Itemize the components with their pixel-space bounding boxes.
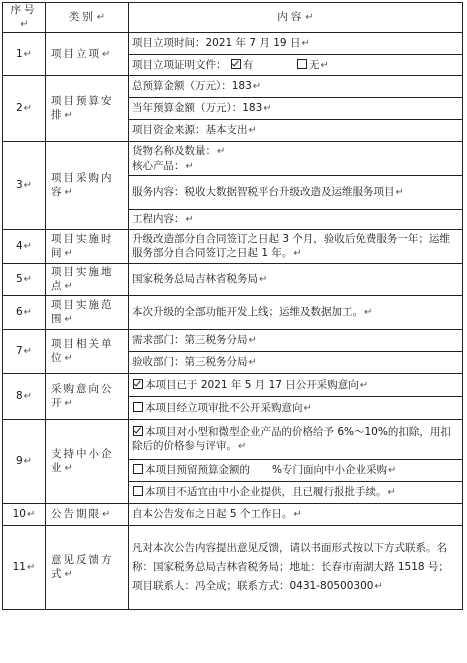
table-row [3, 526, 463, 610]
goods-core-cell: 货物名称及数量：↵ 核心产品：↵ [129, 142, 463, 176]
row-seq: 2↵ [3, 76, 46, 142]
budget-source-cell: 项目资金来源：基本支出↵ [129, 120, 463, 142]
implementation-location-cell: 国家税务总局吉林省税务局↵ [129, 264, 463, 296]
checkbox-empty-icon[interactable] [133, 402, 143, 412]
feedback-method-cell: 凡对本次公告内容提出意见反馈，请以书面形式按以下方式联系。名称：国家税务总局吉林省税务局；地址：长春市南湖大路 1518 号；项目联系人：冯全成；联系方式：0431-80500300↵ [129, 526, 463, 610]
demand-dept-cell: 需求部门：第三税务分局↵ [129, 330, 463, 352]
row-category: 项目实施地点↵ [46, 264, 129, 296]
intention-public-cell: 本项目已于 2021 年 5 月 17 日公开采购意向↵ [129, 374, 463, 397]
row-seq: 8↵ [3, 374, 46, 420]
engineering-content-cell: 工程内容：↵ [129, 210, 463, 230]
checkbox-empty-icon[interactable] [133, 464, 143, 474]
row-seq: 4↵ [3, 230, 46, 264]
sme-reserved-cell: 本项目预留预算金额的 %专门面向中小企业采购↵ [129, 460, 463, 482]
checkbox-checked-icon[interactable] [231, 59, 241, 69]
procurement-intention-table [2, 2, 463, 610]
row-seq: 7↵ [3, 330, 46, 374]
service-content-cell: 服务内容：税收大数据智税平台升级改造及运维服务项目↵ [129, 176, 463, 210]
header-content: 内容↵ [129, 3, 463, 33]
row-category: 公告期限↵ [46, 504, 129, 526]
project-proof-cell: 项目立项证明文件： 有 无↵ [129, 55, 463, 76]
row-category: 项目实施范围↵ [46, 296, 129, 330]
row-seq: 3↵ [3, 142, 46, 230]
row-seq: 10↵ [3, 504, 46, 526]
sme-discount-cell: 本项目对小型和微型企业产品的价格给予 6%～10%的扣除，用扣除后的价格参与评审。↵ [129, 420, 463, 460]
intention-not-public-cell: 本项目经立项审批不公开采购意向↵ [129, 397, 463, 420]
project-date-cell: 项目立项时间：2021 年 7 月 19 日↵ [129, 33, 463, 55]
table-row [3, 33, 463, 55]
checkbox-checked-icon[interactable] [133, 379, 143, 389]
acceptance-dept-cell: 验收部门：第三税务分局↵ [129, 352, 463, 374]
table-row [3, 420, 463, 460]
checkbox-empty-icon[interactable] [133, 486, 143, 496]
budget-total-cell: 总预算金额（万元）：183↵ [129, 76, 463, 98]
table-row [3, 142, 463, 176]
implementation-time-cell: 升级改造部分自合同签订之日起 3 个月，验收后免费服务一年；运维服务部分自合同签订之日起 1 年。↵ [129, 230, 463, 264]
table-row [3, 330, 463, 352]
row-seq: 5↵ [3, 264, 46, 296]
checkbox-empty-icon[interactable] [297, 59, 307, 69]
row-seq: 9↵ [3, 420, 46, 504]
row-category: 支持中小企业↵ [46, 420, 129, 504]
table-row [3, 374, 463, 397]
table-row [3, 504, 463, 526]
checkbox-checked-icon[interactable] [133, 426, 143, 436]
table-row [3, 76, 463, 98]
notice-period-cell: 自本公告发布之日起 5 个工作日。↵ [129, 504, 463, 526]
row-seq: 11↵ [3, 526, 46, 610]
budget-year-cell: 当年预算金额（万元）：183↵ [129, 98, 463, 120]
table-row [3, 296, 463, 330]
table-header-row [3, 3, 463, 33]
header-seq: 序号↵ [3, 3, 46, 33]
notice-table-wrapper [2, 2, 463, 610]
row-category: 项目实施时间↵ [46, 230, 129, 264]
row-category: 项目立项↵ [46, 33, 129, 76]
row-category: 采购意向公开↵ [46, 374, 129, 420]
row-seq: 6↵ [3, 296, 46, 330]
row-category: 项目相关单位↵ [46, 330, 129, 374]
row-category: 项目采购内容↵ [46, 142, 129, 230]
row-category: 项目预算安排↵ [46, 76, 129, 142]
sme-not-suitable-cell: 本项目不适宜由中小企业提供，且已履行报批手续。↵ [129, 482, 463, 504]
row-category: 意见反馈方式↵ [46, 526, 129, 610]
table-row [3, 230, 463, 264]
table-row [3, 264, 463, 296]
header-category: 类别↵ [46, 3, 129, 33]
row-seq: 1↵ [3, 33, 46, 76]
implementation-scope-cell: 本次升级的全部功能开发上线；运维及数据加工。↵ [129, 296, 463, 330]
